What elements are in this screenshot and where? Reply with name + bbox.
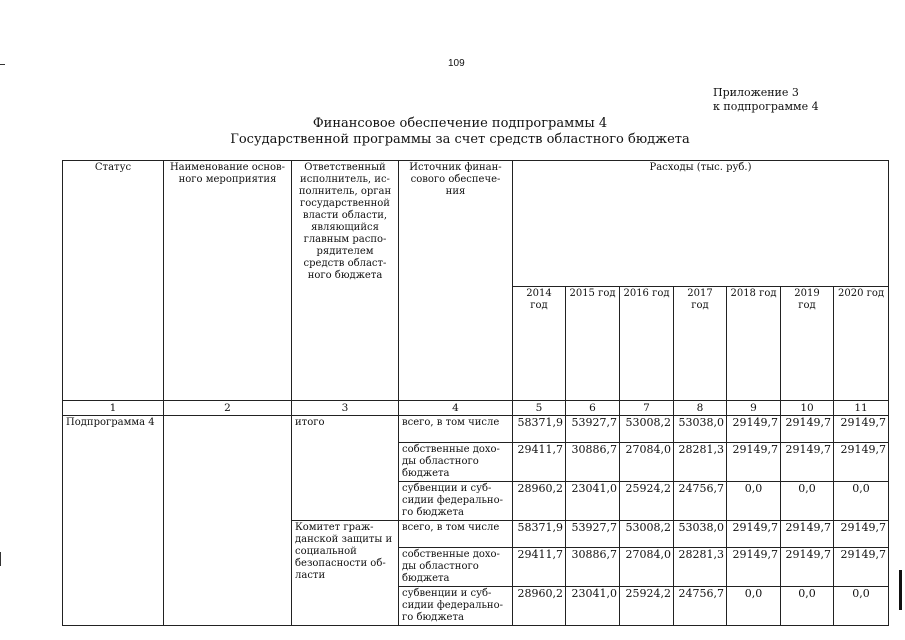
expense-value-cell: 29411,7 bbox=[513, 548, 566, 587]
funding-source-cell: субвенции и суб- сидии федерально- го бюджета bbox=[399, 482, 513, 521]
expense-value-cell: 28960,2 bbox=[513, 587, 566, 626]
header-year-2018: 2018 год bbox=[727, 287, 781, 401]
column-index: 9 bbox=[727, 401, 781, 416]
expense-value-cell: 29149,7 bbox=[834, 443, 889, 482]
expense-value-cell: 53008,2 bbox=[620, 416, 674, 443]
column-index: 11 bbox=[834, 401, 889, 416]
header-activity-name: Наименование основ- ного мероприятия bbox=[164, 161, 292, 401]
appendix-line-2: к подпрограмме 4 bbox=[713, 100, 819, 113]
header-status: Статус bbox=[63, 161, 164, 401]
header-year-2019: 2019 год bbox=[781, 287, 834, 401]
header-funding-source: Источник финан- сового обеспече- ния bbox=[399, 161, 513, 401]
page-number: 109 bbox=[448, 58, 465, 69]
expense-value-cell: 29149,7 bbox=[834, 548, 889, 587]
expense-value-cell: 29149,7 bbox=[727, 521, 781, 548]
expense-value-cell: 53038,0 bbox=[674, 521, 727, 548]
header-year-2020: 2020 год bbox=[834, 287, 889, 401]
column-index: 8 bbox=[674, 401, 727, 416]
header-year-2015: 2015 год bbox=[566, 287, 620, 401]
column-index: 1 bbox=[63, 401, 164, 416]
document-title-line-1: Финансовое обеспечение подпрограммы 4 bbox=[312, 116, 608, 131]
expense-value-cell: 28960,2 bbox=[513, 482, 566, 521]
expense-value-cell: 30886,7 bbox=[566, 443, 620, 482]
expense-value-cell: 25924,2 bbox=[620, 587, 674, 626]
expense-value-cell: 27084,0 bbox=[620, 443, 674, 482]
expense-value-cell: 24756,7 bbox=[674, 587, 727, 626]
responsible-cell: итого bbox=[292, 416, 399, 521]
expense-value-cell: 28281,3 bbox=[674, 443, 727, 482]
header-year-2014: 2014 год bbox=[513, 287, 566, 401]
appendix-note bbox=[713, 86, 819, 114]
expense-value-cell: 29149,7 bbox=[781, 416, 834, 443]
expense-value-cell: 53008,2 bbox=[620, 521, 674, 548]
expense-value-cell: 29149,7 bbox=[727, 416, 781, 443]
responsible-cell: Комитет граж- данской защиты и социальной безопасности об- ласти bbox=[292, 521, 399, 626]
expense-value-cell: 30886,7 bbox=[566, 548, 620, 587]
expense-value-cell: 29149,7 bbox=[727, 443, 781, 482]
expense-value-cell: 53927,7 bbox=[566, 416, 620, 443]
expense-value-cell: 0,0 bbox=[834, 587, 889, 626]
scan-mark bbox=[0, 64, 5, 65]
expense-value-cell: 25924,2 bbox=[620, 482, 674, 521]
expense-value-cell: 0,0 bbox=[781, 587, 834, 626]
expense-value-cell: 23041,0 bbox=[566, 482, 620, 521]
column-index: 7 bbox=[620, 401, 674, 416]
header-year-2016: 2016 год bbox=[620, 287, 674, 401]
funding-source-cell: собственные дохо- ды областного бюджета bbox=[399, 548, 513, 587]
expense-value-cell: 29149,7 bbox=[781, 521, 834, 548]
funding-source-cell: всего, в том числе bbox=[399, 416, 513, 443]
expense-value-cell: 29149,7 bbox=[781, 443, 834, 482]
column-index: 10 bbox=[781, 401, 834, 416]
expense-value-cell: 53038,0 bbox=[674, 416, 727, 443]
financing-table bbox=[62, 160, 889, 626]
scan-mark bbox=[899, 570, 902, 610]
expense-value-cell: 23041,0 bbox=[566, 587, 620, 626]
column-index-row bbox=[63, 401, 889, 416]
expense-value-cell: 24756,7 bbox=[674, 482, 727, 521]
expense-value-cell: 58371,9 bbox=[513, 416, 566, 443]
expense-value-cell: 0,0 bbox=[781, 482, 834, 521]
column-index: 5 bbox=[513, 401, 566, 416]
header-expenses: Расходы (тыс. руб.) bbox=[513, 161, 889, 287]
expense-value-cell: 0,0 bbox=[834, 482, 889, 521]
column-index: 3 bbox=[292, 401, 399, 416]
expense-value-cell: 29149,7 bbox=[781, 548, 834, 587]
activity-name-cell bbox=[164, 416, 292, 626]
expense-value-cell: 58371,9 bbox=[513, 521, 566, 548]
column-index: 6 bbox=[566, 401, 620, 416]
funding-source-cell: субвенции и суб- сидии федерально- го бюджета bbox=[399, 587, 513, 626]
funding-source-cell: собственные дохо- ды областного бюджета bbox=[399, 443, 513, 482]
expense-value-cell: 28281,3 bbox=[674, 548, 727, 587]
column-index: 4 bbox=[399, 401, 513, 416]
status-cell: Подпрограмма 4 bbox=[63, 416, 164, 626]
scan-mark bbox=[0, 552, 1, 566]
expense-value-cell: 53927,7 bbox=[566, 521, 620, 548]
header-year-2017: 2017 год bbox=[674, 287, 727, 401]
expense-value-cell: 27084,0 bbox=[620, 548, 674, 587]
expense-value-cell: 29149,7 bbox=[834, 416, 889, 443]
expense-value-cell: 29149,7 bbox=[727, 548, 781, 587]
expense-value-cell: 29411,7 bbox=[513, 443, 566, 482]
column-index: 2 bbox=[164, 401, 292, 416]
header-responsible: Ответственный исполнитель, ис- полнитель, орган государственной власти области, являющийся главным распо- рядителем средств област- ного бюджета bbox=[292, 161, 399, 401]
document-title-line-2: Государственной программы за счет средств областного бюджета bbox=[230, 132, 690, 147]
expense-value-cell: 0,0 bbox=[727, 482, 781, 521]
expense-value-cell: 0,0 bbox=[727, 587, 781, 626]
appendix-line-1: Приложение 3 bbox=[713, 86, 799, 99]
expense-value-cell: 29149,7 bbox=[834, 521, 889, 548]
table-row bbox=[63, 416, 889, 443]
funding-source-cell: всего, в том числе bbox=[399, 521, 513, 548]
